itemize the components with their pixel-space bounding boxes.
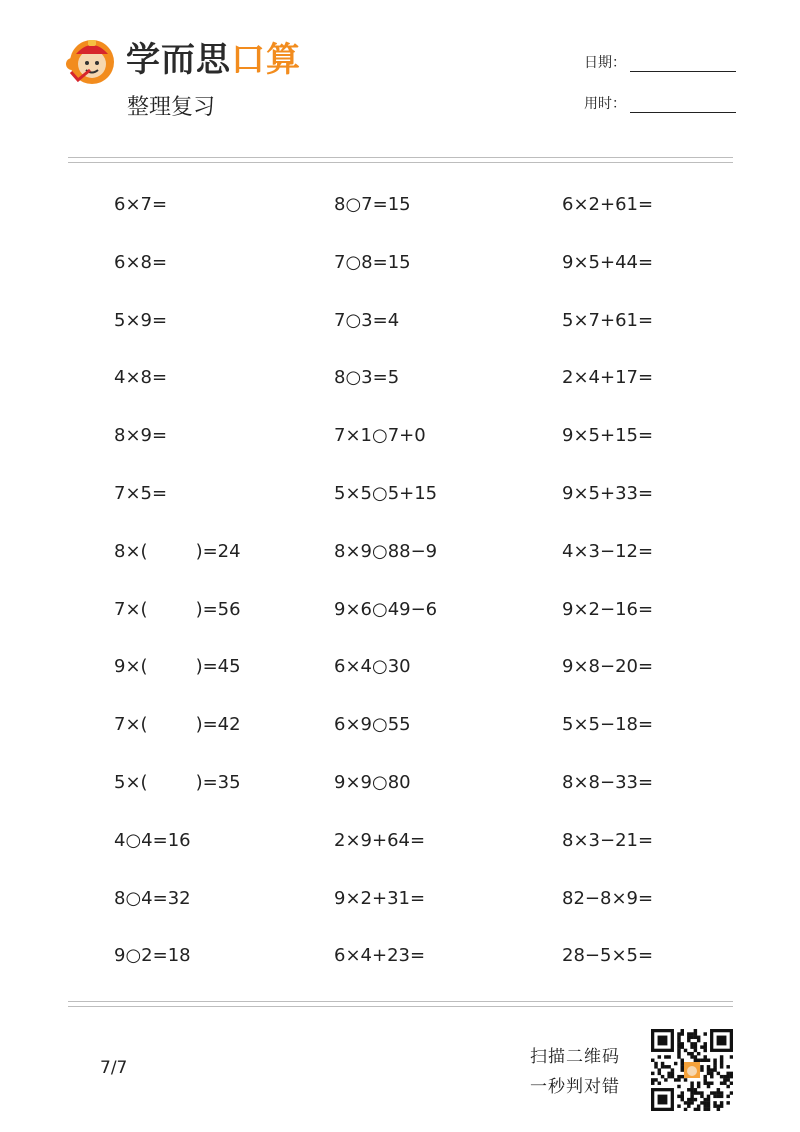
problem-row — [0, 241, 800, 299]
problem-cell: 5×5−18= — [562, 714, 654, 736]
problem-row — [0, 183, 800, 241]
problem-cell: 9×6○49−6 — [334, 598, 438, 620]
problem-cell: 5×9= — [114, 309, 168, 331]
problem-row — [0, 934, 800, 992]
brand-mascot-logo-icon — [66, 34, 118, 86]
problem-cell: 8×9= — [114, 425, 168, 447]
problem-row — [0, 588, 800, 646]
problem-row — [0, 414, 800, 472]
problem-cell: 8○3=5 — [334, 367, 400, 389]
problem-grid — [0, 183, 800, 992]
problem-row — [0, 645, 800, 703]
problem-row — [0, 530, 800, 588]
problem-cell: 6×7= — [114, 194, 168, 215]
problem-cell: 4×8= — [114, 367, 168, 389]
date-label: 日期： — [584, 55, 626, 71]
scan-line-2: 一秒判对错 — [530, 1077, 620, 1097]
problem-cell: 8×9○88−9 — [334, 540, 438, 562]
problem-cell: 4×3−12= — [562, 540, 654, 562]
problem-suffix: )=42 — [195, 714, 241, 736]
problem-cell: 2×9+64= — [334, 829, 426, 851]
problem-cell: 7○8=15 — [334, 251, 411, 273]
problem-cell: 9×2+31= — [334, 887, 426, 909]
problem-cell: 9×9○80 — [334, 771, 411, 793]
problem-cell — [114, 771, 241, 795]
problem-cell — [114, 540, 241, 564]
problem-cell: 9×5+15= — [562, 425, 654, 447]
problem-cell: 6×4○30 — [334, 656, 411, 678]
problem-row — [0, 299, 800, 357]
brand-main-text: 学而思 — [126, 40, 231, 80]
scan-instructions — [530, 1042, 620, 1102]
problem-suffix: )=35 — [195, 771, 241, 793]
problem-cell: 6×2+61= — [562, 194, 654, 215]
problem-suffix: )=24 — [195, 540, 241, 562]
page-number: 7/7 — [100, 1058, 128, 1078]
worksheet-subtitle: 整理复习 — [127, 95, 216, 120]
time-label: 用时： — [584, 96, 626, 112]
problem-cell: 8×8−33= — [562, 771, 654, 793]
problem-row — [0, 761, 800, 819]
problem-cell: 8○7=15 — [334, 194, 411, 215]
problem-cell: 82−8×9= — [562, 887, 654, 909]
problem-cell: 8○4=32 — [114, 887, 191, 909]
date-field[interactable] — [584, 52, 736, 72]
problem-cell: 5×7+61= — [562, 309, 654, 331]
problem-prefix: 7×( — [114, 598, 148, 620]
problem-cell: 9○2=18 — [114, 945, 191, 967]
qr-code-icon[interactable] — [651, 1029, 733, 1111]
problem-cell: 4○4=16 — [114, 829, 191, 851]
problem-cell: 8×3−21= — [562, 829, 654, 851]
top-divider — [68, 157, 733, 163]
problem-cell — [114, 598, 241, 622]
problem-cell: 28−5×5= — [562, 945, 654, 967]
scan-line-1: 扫描二维码 — [530, 1047, 620, 1067]
problem-cell: 9×5+33= — [562, 482, 654, 504]
time-field[interactable] — [584, 93, 736, 113]
problem-cell: 7○3=4 — [334, 309, 400, 331]
problem-cell: 5×5○5+15 — [334, 482, 438, 504]
problem-cell: 6×8= — [114, 251, 168, 273]
problem-suffix: )=45 — [195, 656, 241, 678]
problem-cell — [114, 713, 241, 737]
problem-prefix: 9×( — [114, 656, 148, 678]
problem-cell: 9×2−16= — [562, 598, 654, 620]
brand-accent-text: 口算 — [231, 40, 301, 80]
problem-cell: 9×5+44= — [562, 251, 654, 273]
brand-title — [126, 38, 301, 82]
problem-cell: 7×5= — [114, 482, 168, 504]
problem-suffix: )=56 — [195, 598, 241, 620]
problem-row — [0, 472, 800, 530]
problem-cell: 9×8−20= — [562, 656, 654, 678]
problem-cell: 7×1○7+0 — [334, 425, 426, 447]
problem-prefix: 8×( — [114, 540, 148, 562]
problem-row — [0, 819, 800, 877]
problem-cell — [114, 655, 241, 679]
problem-row — [0, 703, 800, 761]
time-input-line[interactable] — [630, 98, 736, 113]
problem-row — [0, 877, 800, 935]
problem-cell: 6×4+23= — [334, 945, 426, 967]
problem-cell: 2×4+17= — [562, 367, 654, 389]
problem-prefix: 7×( — [114, 714, 148, 736]
problem-cell: 6×9○55 — [334, 714, 411, 736]
problem-prefix: 5×( — [114, 771, 148, 793]
date-input-line[interactable] — [630, 57, 736, 72]
bottom-divider — [68, 1001, 733, 1007]
problem-row — [0, 356, 800, 414]
